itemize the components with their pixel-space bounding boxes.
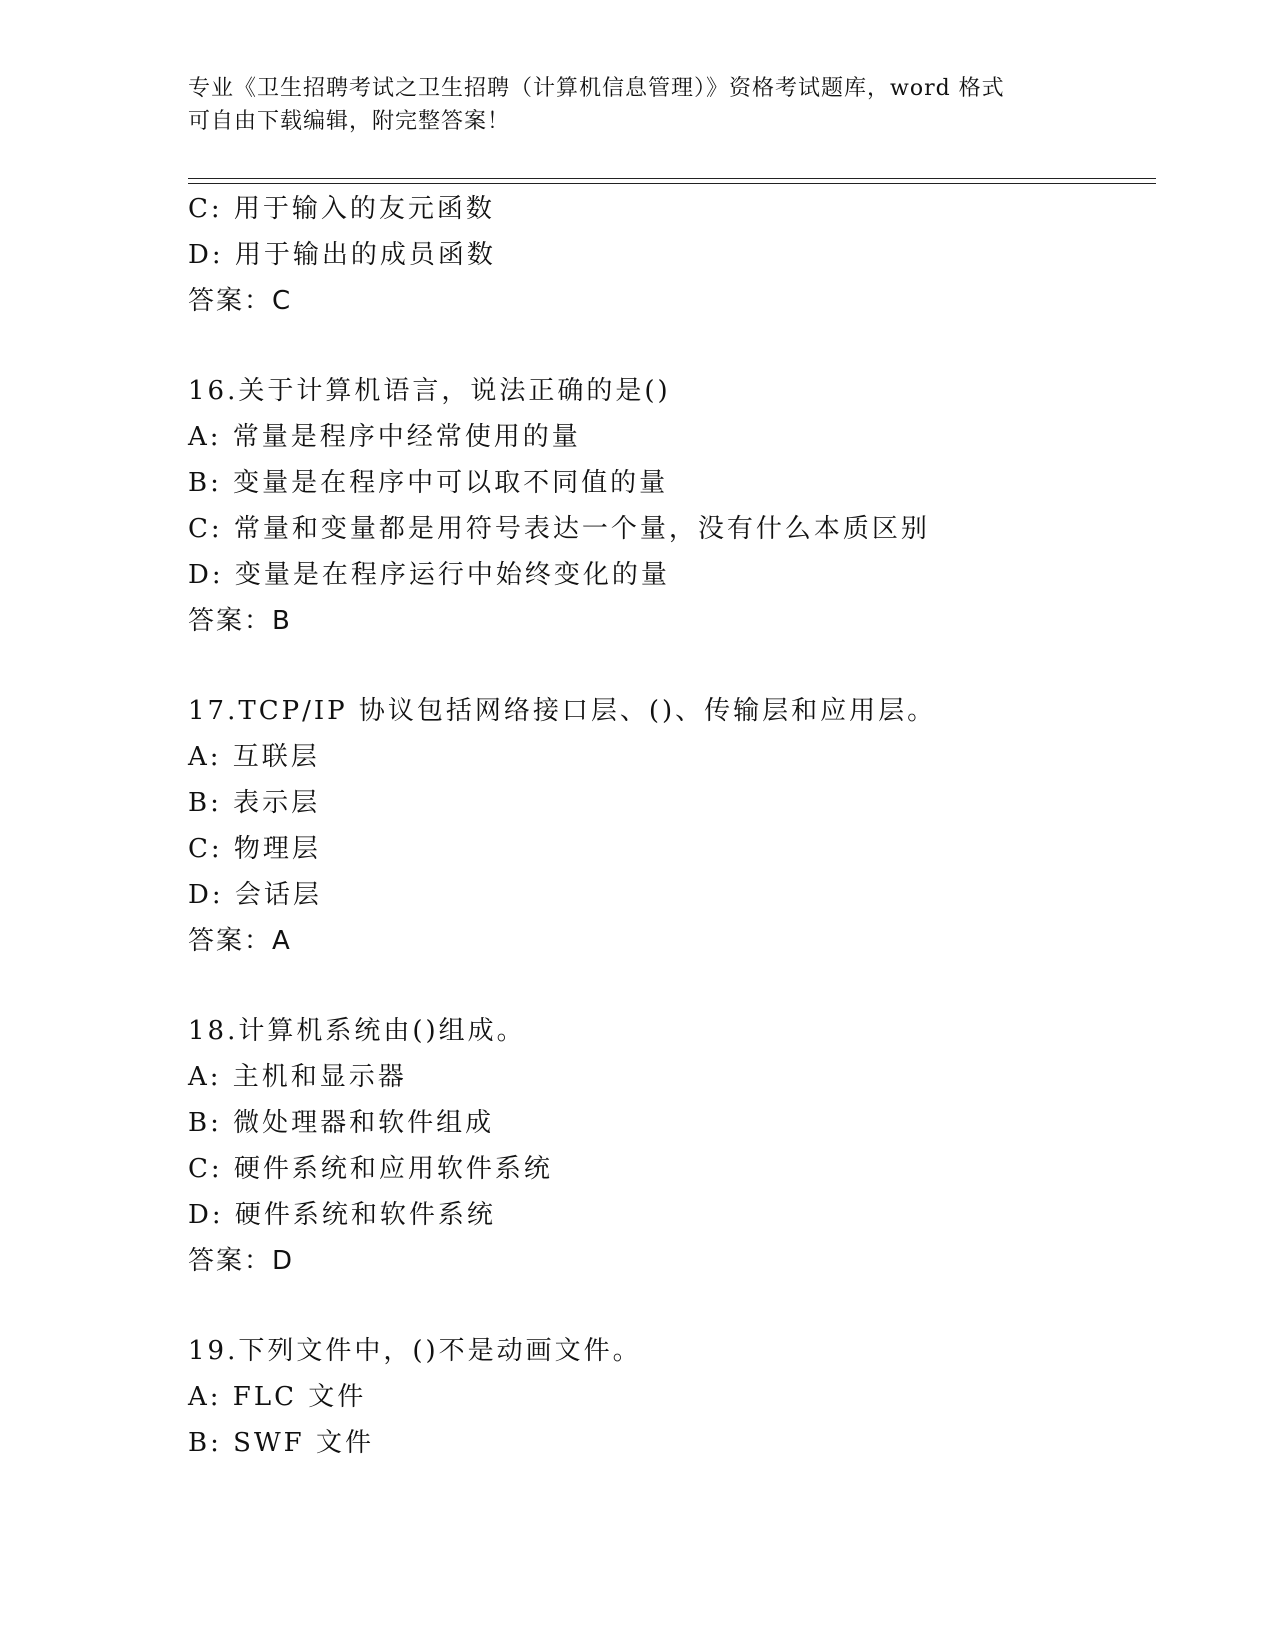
option-d: D: 变量是在程序运行中始终变化的量 (188, 560, 670, 590)
answer: 答案：C (188, 286, 293, 316)
option-a: A: 主机和显示器 (188, 1062, 407, 1092)
option-c: C: 用于输入的友元函数 (188, 194, 495, 224)
question-19 (188, 1328, 1148, 1466)
option-d: D: 硬件系统和软件系统 (188, 1200, 496, 1230)
answer: 答案：B (188, 606, 292, 636)
header-divider (188, 178, 1156, 184)
spacer (188, 964, 1148, 1008)
option-c: C: 硬件系统和应用软件系统 (188, 1154, 553, 1184)
question-list (188, 186, 1148, 1466)
question-17 (188, 688, 1148, 964)
option-b: B: 微处理器和软件组成 (188, 1108, 495, 1138)
question-18 (188, 1008, 1148, 1284)
question-16 (188, 368, 1148, 644)
option-c: C: 物理层 (188, 834, 321, 864)
option-b: B: 变量是在程序中可以取不同值的量 (188, 468, 669, 498)
option-d: D: 会话层 (188, 880, 322, 910)
question-stem: 18.计算机系统由()组成。 (188, 1016, 526, 1046)
spacer (188, 644, 1148, 688)
header-line-2: 可自由下载编辑，附完整答案！ (188, 109, 511, 134)
option-a: A: FLC 文件 (188, 1382, 367, 1412)
option-a: A: 互联层 (188, 742, 320, 772)
option-d: D: 用于输出的成员函数 (188, 240, 496, 270)
option-b: B: SWF 文件 (188, 1428, 374, 1458)
header-line-1: 专业《卫生招聘考试之卫生招聘（计算机信息管理）》资格考试题库，word 格式 (188, 76, 1005, 101)
option-a: A: 常量是程序中经常使用的量 (188, 422, 581, 452)
question-stem: 16.关于计算机语言，说法正确的是() (188, 376, 671, 406)
option-b: B: 表示层 (188, 788, 321, 818)
option-c: C: 常量和变量都是用符号表达一个量，没有什么本质区别 (188, 514, 930, 544)
question-15-tail (188, 186, 1148, 324)
answer: 答案：A (188, 926, 292, 956)
question-stem: 17.TCP/IP 协议包括网络接口层、()、传输层和应用层。 (188, 696, 937, 726)
page-header (188, 72, 1088, 138)
question-stem: 19.下列文件中，()不是动画文件。 (188, 1336, 642, 1366)
spacer (188, 324, 1148, 368)
answer: 答案：D (188, 1246, 295, 1276)
spacer (188, 1284, 1148, 1328)
